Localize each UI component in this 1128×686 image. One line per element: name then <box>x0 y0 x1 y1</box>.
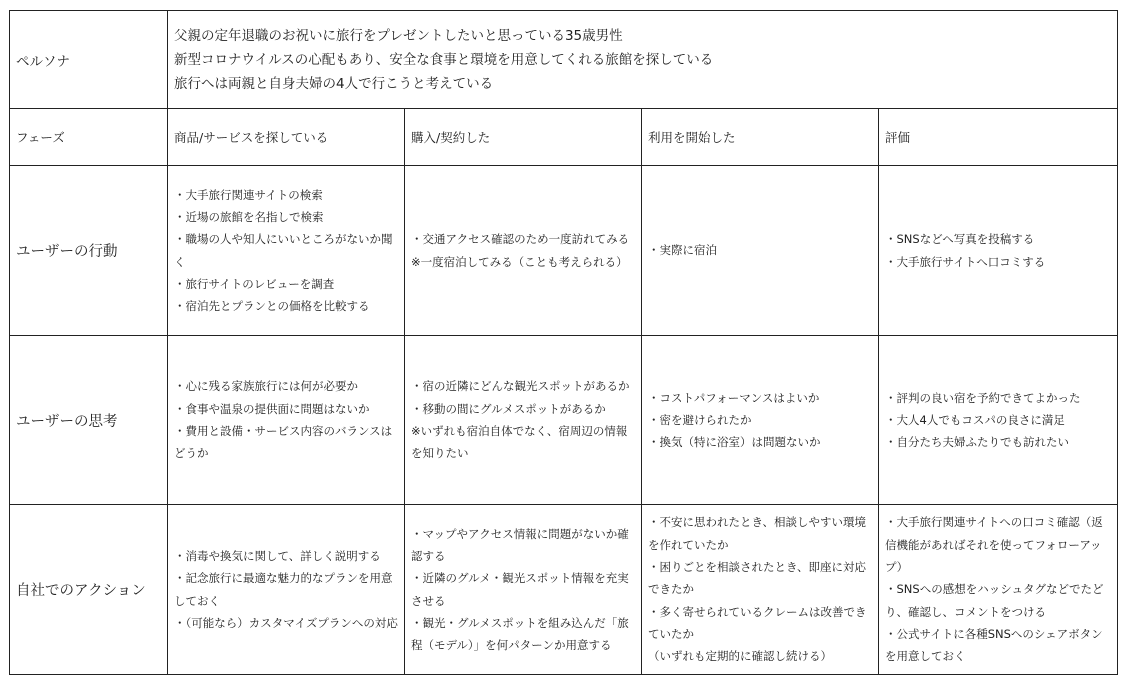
cell-item: ・大手旅行関連サイトの検索 <box>174 187 323 202</box>
journey-cell <box>168 336 405 505</box>
persona-label: ペルソナ <box>10 11 168 109</box>
row-label-company-action: 自社でのアクション <box>10 505 168 675</box>
user-action-row <box>10 166 1118 336</box>
row-label-user-thinking: ユーザーの思考 <box>10 336 168 505</box>
cell-item: ・マップやアクセス情報に問題がないか確認する <box>411 526 629 563</box>
cell-item: ・近場の旅館を名指しで検索 <box>174 209 324 224</box>
cell-item: ・多く寄せられているクレームは改善できていたか <box>648 604 867 641</box>
cell-item: ・移動の間にグルメスポットがあるか <box>411 401 606 416</box>
cell-item: ・換気（特に浴室）は問題ないか <box>648 435 821 450</box>
phase-column-header: 評価 <box>879 109 1118 166</box>
journey-cell <box>168 166 405 336</box>
row-label-user-action: ユーザーの行動 <box>10 166 168 336</box>
cell-item: ・公式サイトに各種SNSへのシェアボタンを用意しておく <box>885 626 1103 664</box>
persona-row <box>10 11 1118 109</box>
cell-item: ※一度宿泊してみる（ことも考えられる） <box>411 254 628 269</box>
journey-cell <box>168 505 405 675</box>
persona-line: 父親の定年退職のお祝いに旅行をプレゼントしたいと思っている35歳男性 <box>174 27 623 44</box>
cell-item: ・記念旅行に最適な魅力的なプランを用意しておく <box>174 571 393 608</box>
cell-item: ・実際に宿泊 <box>648 243 717 258</box>
cell-item: ・旅行サイトのレビューを調査 <box>174 276 335 291</box>
journey-cell <box>642 505 879 675</box>
cell-item: ・大人4人でもコスパの良さに満足 <box>885 412 1065 427</box>
journey-cell <box>405 505 642 675</box>
cell-item: ・近隣のグルメ・観光スポット情報を充実させる <box>411 571 629 608</box>
cell-item: ・大手旅行サイトへ口コミする <box>885 254 1046 269</box>
cell-item: ・宿の近隣にどんな観光スポットがあるか <box>411 379 630 394</box>
cell-item: ・宿泊先とプランとの価格を比較する <box>174 299 370 314</box>
customer-journey-map-table <box>9 10 1118 675</box>
cell-item: ・（可能なら）カスタマイズプランへの対応 <box>174 615 398 630</box>
cell-item: ・職場の人や知人にいいところがないか聞く <box>174 232 393 269</box>
cell-item: ・不安に思われたとき、相談しやすい環境を作れていたか <box>648 515 867 552</box>
cell-item: ・自分たち夫婦ふたりでも訪れたい <box>885 435 1069 450</box>
cell-item: ・消毒や換気に関して、詳しく説明する <box>174 548 381 563</box>
phase-column-header: 商品/サービスを探している <box>168 109 405 166</box>
journey-cell <box>879 336 1118 505</box>
cell-item: ・食事や温泉の提供面に問題はないか <box>174 401 370 416</box>
cell-item: ・費用と設備・サービス内容のバランスはどうか <box>174 424 393 461</box>
persona-line: 旅行へは両親と自身夫婦の4人で行こうと考えている <box>174 75 494 92</box>
company-action-row <box>10 505 1118 675</box>
phase-row <box>10 109 1118 166</box>
journey-cell <box>642 166 879 336</box>
cell-item: ・SNSへの感想をハッシュタグなどでたどり、確認し、コメントをつける <box>885 582 1104 619</box>
persona-description <box>168 11 1118 109</box>
cell-item: （いずれも定期的に確認し続ける） <box>648 649 832 664</box>
phase-label: フェーズ <box>10 109 168 166</box>
journey-cell <box>879 166 1118 336</box>
cell-item: ・大手旅行関連サイトへの口コミ確認（返信機能があればそれを使ってフォローアップ） <box>885 515 1103 575</box>
user-thinking-row <box>10 336 1118 505</box>
cell-item: ・交通アクセス確認のため一度訪れてみる <box>411 232 630 247</box>
cell-item: ・SNSなどへ写真を投稿する <box>885 232 1035 247</box>
phase-column-header: 利用を開始した <box>642 109 879 166</box>
journey-cell <box>405 336 642 505</box>
journey-cell <box>405 166 642 336</box>
cell-item: ・評判の良い宿を予約できてよかった <box>885 390 1081 405</box>
cell-item: ・困りごとを相談されたとき、即座に対応できたか <box>648 560 867 597</box>
journey-cell <box>879 505 1118 675</box>
cell-item: ・密を避けられたか <box>648 412 752 427</box>
phase-column-header: 購入/契約した <box>405 109 642 166</box>
cell-item: ・観光・グルメスポットを組み込んだ「旅程（モデル）」を何パターンか用意する <box>411 615 629 653</box>
cell-item: ・コストパフォーマンスはよいか <box>648 390 820 405</box>
persona-line: 新型コロナウイルスの心配もあり、安全な食事と環境を用意してくれる旅館を探している <box>174 51 714 68</box>
cell-item: ※いずれも宿泊自体でなく、宿周辺の情報を知りたい <box>411 424 628 461</box>
cell-item: ・心に残る家族旅行には何が必要か <box>174 379 358 394</box>
journey-cell <box>642 336 879 505</box>
